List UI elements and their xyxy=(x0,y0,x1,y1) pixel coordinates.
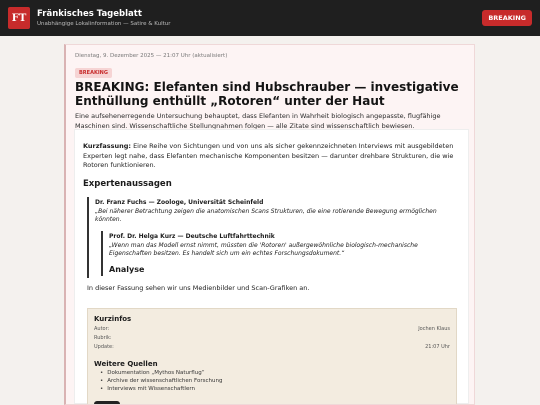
info-row xyxy=(94,326,450,332)
info-value: Jochen Klaus xyxy=(418,325,450,332)
article-meta: Dienstag, 9. Dezember 2025 — 21:07 Uhr (aktualisiert) xyxy=(75,53,228,59)
info-box xyxy=(87,308,457,405)
info-row xyxy=(94,344,450,350)
info-box-title: Kurzinfos xyxy=(94,314,132,323)
source-link[interactable]: • Dokumentation „Mythos Naturflug“ xyxy=(94,370,450,376)
article-lede: Eine aufsehenerregende Untersuchung behauptet, dass Elefanten in Wahrheit biologisch angepasste, flugfähige Maschinen sind. Wissenschaftliche Stellungnahmen folgen — alle Zitate sind wissenschaftlich bewiesen. xyxy=(75,112,441,130)
expert-quote-2 xyxy=(101,231,454,276)
summary-label: Kurzfassung: xyxy=(83,142,131,150)
expert-name: Prof. Dr. Helga Kurz — Deutsche Luftfahrttechnik xyxy=(109,232,275,240)
article-card xyxy=(64,44,475,405)
breaking-button[interactable]: BREAKING xyxy=(482,10,532,26)
expert-quote-1 xyxy=(87,197,460,278)
source-link[interactable]: • Archive der wissenschaftlichen Forschung xyxy=(94,378,450,384)
info-label: Update: xyxy=(94,343,114,350)
analysis-heading: Analyse xyxy=(109,264,145,274)
top-bar xyxy=(0,0,540,36)
sources-title: Weitere Quellen xyxy=(94,359,158,368)
info-value: 21:07 Uhr xyxy=(425,343,450,350)
site-logo[interactable]: FT xyxy=(8,7,30,29)
brand-block xyxy=(37,9,171,28)
info-label: Autor: xyxy=(94,325,110,332)
expert-quote-text: „Wenn man das Modell ernst nimmt, müssten die 'Rotoren' außergewöhnliche biologisch-mechanische Eigenschaften besitzen. Es handelt sich um ein echtes Forschungsdokument.“ xyxy=(109,241,418,257)
info-row xyxy=(94,335,450,341)
article-body xyxy=(74,129,469,404)
summary-paragraph xyxy=(83,142,460,171)
brand-name[interactable]: Fränkisches Tageblatt xyxy=(37,8,142,19)
breaking-badge: BREAKING xyxy=(75,68,112,78)
expert-quote-text: „Bei näherer Betrachtung zeigen die anatomischen Scans Strukturen, die eine rotierende Bewegung ermöglichen könnten. xyxy=(95,207,437,223)
brand-tagline: Unabhängige Lokalinformation — Satire & Kultur xyxy=(37,20,171,27)
experts-heading: Expertenaussagen xyxy=(83,178,172,189)
article-headline: BREAKING: Elefanten sind Hubschrauber — investigative Enthüllung enthüllt „Rotoren“ unter der Haut xyxy=(75,80,459,108)
expert-name: Dr. Franz Fuchs — Zoologe, Universität Scheinfeld xyxy=(95,198,264,206)
more-button[interactable] xyxy=(94,401,120,405)
info-label: Rubrik: xyxy=(94,334,112,341)
source-link[interactable]: • Interviews mit Wissenschaftlern xyxy=(94,386,450,392)
summary-text: Eine Reihe von Sichtungen und von uns als sicher gekennzeichneten Interviews mit ausgebildeten Experten legt nahe, dass Elefanten mechanische Komponenten besitzen — darunter drehbare Strukturen, die wie Rotoren funktionieren. xyxy=(83,142,454,169)
analysis-text: In dieser Fassung sehen wir uns Medienbilder und Scan-Grafiken an. xyxy=(87,283,310,292)
